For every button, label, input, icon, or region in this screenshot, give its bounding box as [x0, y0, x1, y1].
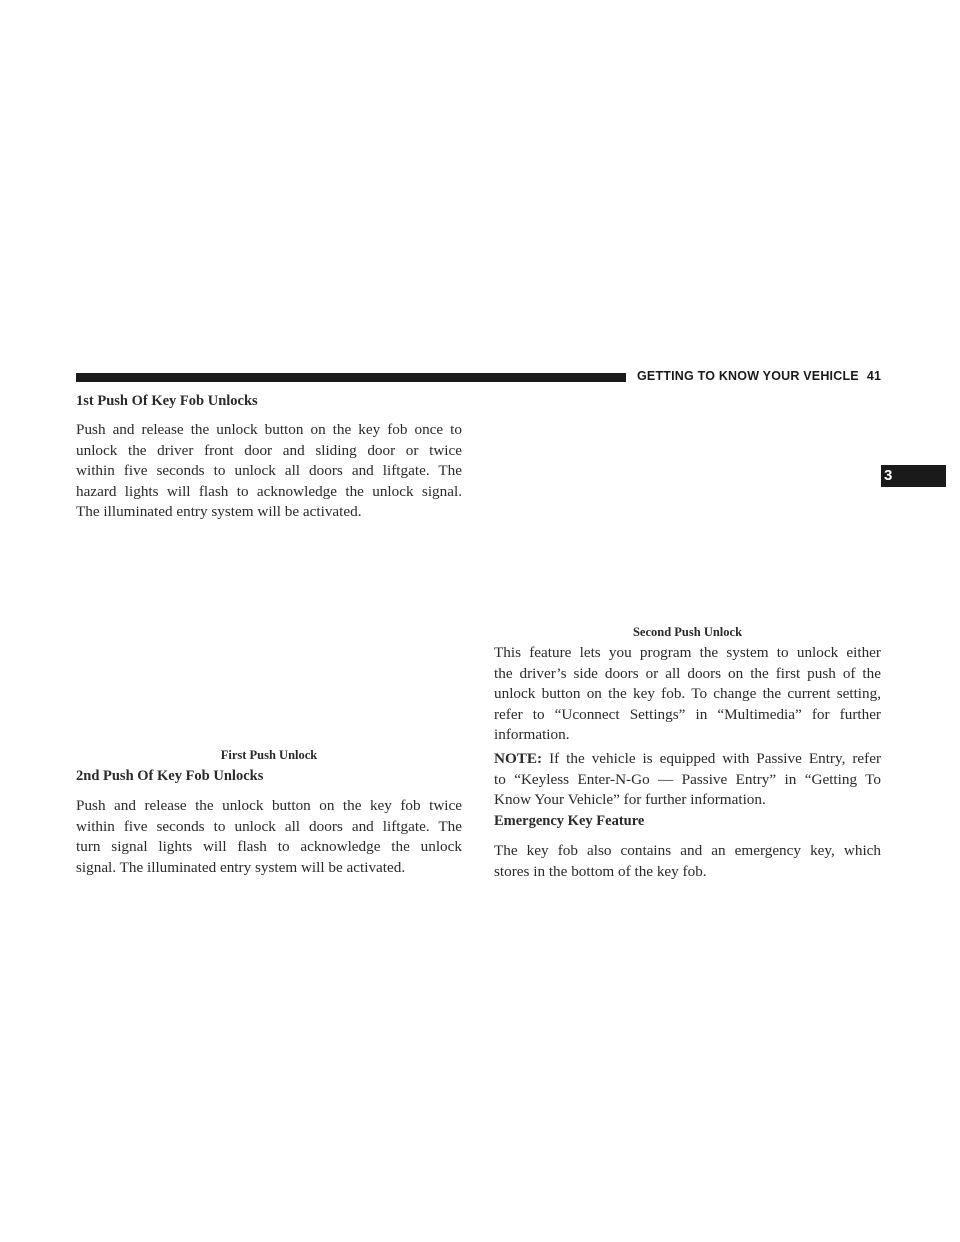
figure-caption-first-push: First Push Unlock — [220, 748, 318, 762]
text-line: the driver’s side doors or all doors on the first push of the — [494, 664, 881, 682]
figure-caption-second-push: Second Push Unlock — [632, 625, 743, 639]
text-line: Push and release the unlock button on the key fob once to — [76, 421, 462, 438]
text-line — [494, 749, 881, 770]
text-line: The illuminated entry system will be activated. — [76, 503, 362, 520]
text-line: The key fob also contains and an emergency key, which — [494, 842, 881, 859]
chapter-tab: 3 — [870, 465, 946, 487]
text-line: information. — [494, 726, 570, 743]
header-rule — [76, 373, 626, 382]
section-title: GETTING TO KNOW YOUR VEHICLE — [637, 369, 859, 383]
note-text: If the vehicle is equipped with Passive Entry, refer — [549, 750, 882, 767]
text-line: This feature lets you program the system to unlock either — [494, 644, 881, 661]
running-header — [637, 369, 887, 383]
text-line: within five seconds to unlock all doors and liftgate. The — [76, 817, 462, 835]
text-line: turn signal lights will flash to acknowledge the unlock — [76, 838, 462, 855]
text-line: Push and release the unlock button on the key fob twice — [76, 797, 462, 814]
text-line: Know Your Vehicle” for further information. — [494, 791, 766, 808]
note-paragraph — [494, 749, 881, 811]
page-number: 41 — [866, 369, 882, 383]
paragraph-first-push — [76, 420, 462, 523]
note-label: NOTE: — [494, 750, 543, 767]
text-line: within five seconds to unlock all doors and liftgate. The — [76, 462, 462, 479]
text-line: signal. The illuminated entry system will be activated. — [76, 858, 406, 876]
text-line: unlock button on the key fob. To change the current setting, — [494, 685, 881, 702]
text-line: unlock the driver front door and sliding door or twice — [76, 441, 462, 459]
text-line: refer to “Uconnect Settings” in “Multimedia” for further — [494, 705, 881, 723]
heading-emergency-key: Emergency Key Feature — [494, 813, 645, 829]
figure-second-push — [494, 395, 881, 617]
text-line: to “Keyless Enter-N-Go — Passive Entry” in “Getting To — [494, 770, 881, 788]
text-line: hazard lights will flash to acknowledge the unlock signal. — [76, 482, 462, 500]
paragraph-second-push — [76, 796, 462, 878]
figure-first-push — [76, 525, 462, 740]
paragraph-emergency-key — [494, 841, 881, 882]
heading-second-push: 2nd Push Of Key Fob Unlocks — [76, 768, 264, 784]
text-line: stores in the bottom of the key fob. — [494, 862, 707, 880]
heading-first-push: 1st Push Of Key Fob Unlocks — [76, 393, 258, 409]
paragraph-setting — [494, 643, 881, 746]
